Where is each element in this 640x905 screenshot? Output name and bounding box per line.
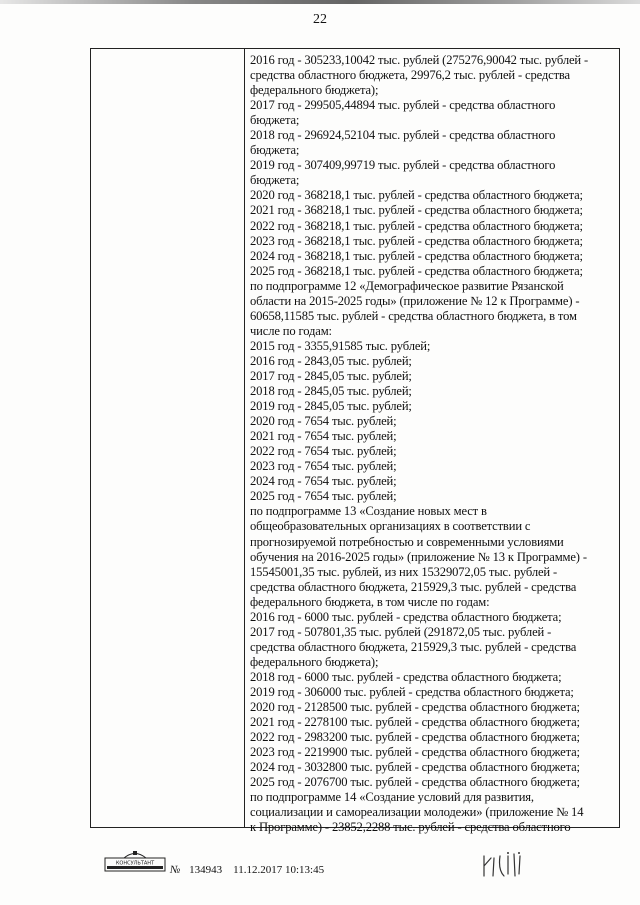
text-line: 2018 год - 2845,05 тыс. рублей; [250, 384, 412, 399]
text-line: бюджета; [250, 173, 300, 188]
text-line: к Программе) - 23852,2288 тыс. рублей - средства областного [250, 820, 571, 835]
text-line: 2020 год - 2128500 тыс. рублей - средства областного бюджета; [250, 700, 580, 715]
document-registration [170, 864, 324, 876]
text-line: по подпрограмме 13 «Создание новых мест в [250, 504, 487, 519]
text-line: 2017 год - 2845,05 тыс. рублей; [250, 368, 412, 383]
text-line: 2017 год - 299505,44894 тыс. рублей - средства областного [250, 98, 556, 113]
text-line: 2019 год - 307409,99719 тыс. рублей - средства областного [250, 158, 556, 173]
text-line: бюджета; [250, 143, 300, 158]
page-number: 22 [313, 12, 327, 27]
text-line: общеобразовательных организациях в соответствии с [250, 519, 531, 534]
text-line: 2018 год - 6000 тыс. рублей - средства областного бюджета; [250, 669, 562, 684]
text-line: бюджета; [250, 113, 300, 128]
text-line: 2016 год - 2843,05 тыс. рублей; [250, 353, 412, 368]
text-line: числе по годам: [250, 323, 332, 338]
text-line: 2021 год - 2278100 тыс. рублей - средства областного бюджета; [250, 715, 580, 730]
text-line: 2025 год - 7654 тыс. рублей; [250, 489, 397, 504]
scan-edge [0, 0, 640, 4]
text-line: средства областного бюджета, 215929,3 тыс. рублей - средства [250, 639, 577, 654]
handwritten-signature-icon [478, 850, 538, 880]
text-line: обучения на 2016-2025 годы» (приложение № 13 к Программе) - [250, 549, 587, 564]
text-line: 2023 год - 7654 тыс. рублей; [250, 459, 397, 474]
text-line: 2025 год - 368218,1 тыс. рублей - средства областного бюджета; [250, 263, 583, 278]
text-line: средства областного бюджета, 215929,3 тыс. рублей - средства [250, 579, 577, 594]
text-line: 2024 год - 7654 тыс. рублей; [250, 474, 397, 489]
text-line: 2016 год - 305233,10042 тыс. рублей (275276,90042 тыс. рублей - [250, 53, 589, 67]
text-line: 2022 год - 368218,1 тыс. рублей - средства областного бюджета; [250, 218, 583, 233]
registry-stamp-icon [104, 850, 166, 872]
text-line: 2020 год - 368218,1 тыс. рублей - средства областного бюджета; [250, 188, 583, 203]
text-line: средства областного бюджета, 29976,2 тыс. рублей - средства [250, 68, 570, 83]
text-line: 2017 год - 507801,35 тыс. рублей (291872,05 тыс. рублей - [250, 624, 552, 639]
program-funding-table [90, 48, 620, 835]
text-line: 2023 год - 368218,1 тыс. рублей - средства областного бюджета; [250, 233, 583, 248]
text-line: 2020 год - 7654 тыс. рублей; [250, 414, 397, 429]
text-line: федерального бюджета); [250, 654, 379, 669]
text-line: 2015 год - 3355,91585 тыс. рублей; [250, 338, 431, 353]
funding-text-cell [250, 53, 618, 835]
text-line: 2019 год - 306000 тыс. рублей - средства областного бюджета; [250, 684, 574, 699]
text-line: области на 2015-2025 годы» (приложение № 12 к Программе) - [250, 293, 580, 308]
doc-mark: № [170, 864, 181, 876]
text-line: 2025 год - 2076700 тыс. рублей - средства областного бюджета; [250, 775, 580, 790]
stamp-text: КОНСУЛЬТАНТ [115, 860, 155, 867]
text-line: 2016 год - 6000 тыс. рублей - средства областного бюджета; [250, 609, 562, 624]
text-line: федерального бюджета, в том числе по годам: [250, 594, 490, 609]
text-line: 2021 год - 7654 тыс. рублей; [250, 429, 397, 444]
text-line: социализации и самореализации молодежи» (приложение № 14 [250, 805, 584, 820]
text-line: 2024 год - 368218,1 тыс. рублей - средства областного бюджета; [250, 248, 583, 263]
text-line: 60658,11585 тыс. рублей - средства областного бюджета, в том [250, 308, 577, 323]
text-line: прогнозируемой потребностью и современными условиями [250, 534, 564, 549]
text-line: 2018 год - 296924,52104 тыс. рублей - средства областного [250, 128, 556, 143]
text-line: 2022 год - 2983200 тыс. рублей - средства областного бюджета; [250, 730, 580, 745]
text-line: 2019 год - 2845,05 тыс. рублей; [250, 399, 412, 414]
text-line: 2021 год - 368218,1 тыс. рублей - средства областного бюджета; [250, 203, 583, 218]
text-line: 2024 год - 3032800 тыс. рублей - средства областного бюджета; [250, 760, 580, 775]
text-line: 2023 год - 2219900 тыс. рублей - средства областного бюджета; [250, 745, 580, 760]
text-line: 15545001,35 тыс. рублей, из них 15329072,05 тыс. рублей - [250, 564, 558, 579]
column-divider [244, 49, 245, 827]
text-line: по подпрограмме 14 «Создание условий для развития, [250, 790, 534, 805]
text-line: федерального бюджета); [250, 83, 379, 98]
text-line: 2022 год - 7654 тыс. рублей; [250, 444, 397, 459]
text-line: по подпрограмме 12 «Демографическое развитие Рязанской [250, 278, 564, 293]
doc-number: 134943 [189, 864, 223, 876]
doc-datetime: 11.12.2017 10:13:45 [233, 864, 325, 876]
